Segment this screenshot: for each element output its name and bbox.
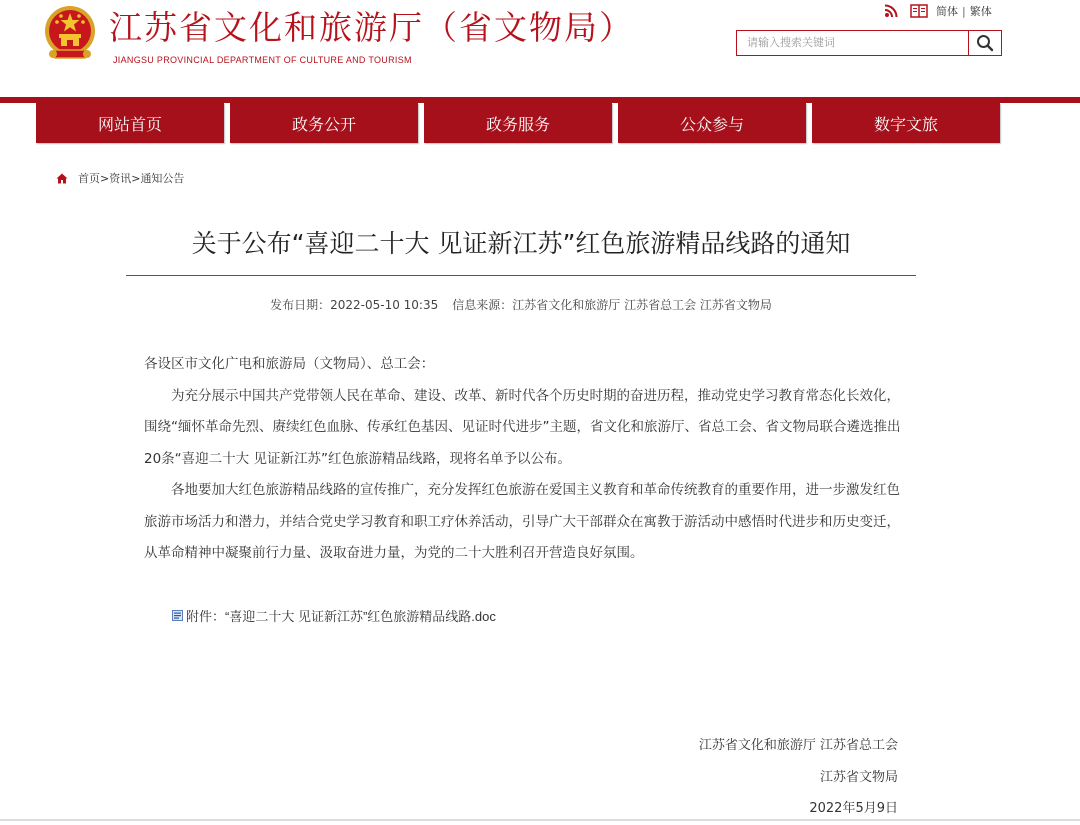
- body-paragraph: 为充分展示中国共产党带领人民在革命、建设、改革、新时代各个历史时期的奋进历程，推动党史学习教育常态化长效化，围绕“缅怀革命先烈、赓续红色血脉、传承红色基因、见证时代进步”主题，省文化和旅游厅、省总工会、省文物局联合遴选推出20条“喜迎二十大 见证新江苏”红色旅游精品线路，现将名单予以公布。: [144, 387, 901, 467]
- attachment-link[interactable]: [172, 606, 496, 625]
- source-value: 江苏省文化和旅游厅 江苏省总工会 江苏省文物局: [512, 298, 772, 312]
- book-icon[interactable]: [910, 4, 928, 18]
- nav-item-home[interactable]: 网站首页: [36, 103, 224, 143]
- national-emblem[interactable]: [41, 4, 99, 64]
- rss-icon[interactable]: [884, 4, 898, 18]
- home-icon: [56, 173, 68, 184]
- breadcrumb-separator: >: [100, 171, 110, 185]
- breadcrumb: [56, 170, 184, 186]
- site-name[interactable]: 江苏省文化和旅游厅（省文物局）: [109, 8, 634, 47]
- breadcrumb-home[interactable]: 首页: [78, 172, 100, 185]
- breadcrumb-current[interactable]: 通知公告: [140, 172, 185, 185]
- article-meta: [126, 296, 916, 313]
- publish-date-label: 发布日期：: [270, 298, 331, 312]
- search-icon: [976, 34, 994, 52]
- nav-item-public-participation[interactable]: 公众参与: [618, 103, 806, 143]
- title-divider: [126, 275, 916, 276]
- search-button[interactable]: [968, 31, 1001, 55]
- signoff-issuer-2: 江苏省文物局: [819, 769, 898, 785]
- nav-item-government-affairs[interactable]: 政务公开: [230, 103, 418, 143]
- signoff: [540, 730, 898, 825]
- site-name-english: JIANGSU PROVINCIAL DEPARTMENT OF CULTURE AND TOURISM: [113, 55, 412, 65]
- body-paragraph: 各地要加大红色旅游精品线路的宣传推广，充分发挥红色旅游在爱国主义教育和革命传统教育的重要作用，进一步激发红色旅游市场活力和潜力，并结合党史学习教育和职工疗休养活动，引导广大干部群众在寓教于游活动中感悟时代进步和历史变迁，从革命精神中凝聚前行力量、汲取奋进力量，为党的二十大胜利召开营造良好氛围。: [144, 482, 900, 561]
- signoff-issuers: 江苏省文化和旅游厅 江苏省总工会: [698, 738, 898, 753]
- main-nav: [36, 103, 1000, 143]
- lang-simplified-link[interactable]: 简体: [936, 5, 958, 18]
- top-tools: [884, 2, 992, 20]
- source-label: 信息来源：: [452, 298, 513, 312]
- salutation: 各设区市文化广电和旅游局（文物局）、总工会：: [144, 356, 435, 372]
- signoff-date: 2022年5月9日: [809, 801, 898, 816]
- site-header: [0, 0, 1080, 96]
- publish-date: 2022-05-10 10:35: [330, 298, 439, 312]
- breadcrumb-section[interactable]: 资讯: [109, 172, 132, 185]
- lang-traditional-link[interactable]: 繁体: [969, 5, 992, 18]
- attachment-label[interactable]: 附件：“喜迎二十大 见证新江苏”红色旅游精品线路.doc: [186, 609, 496, 624]
- lang-separator: |: [962, 4, 966, 18]
- article-title: 关于公布“喜迎二十大 见证新江苏”红色旅游精品线路的通知: [191, 229, 851, 258]
- breadcrumb-separator: >: [131, 171, 141, 185]
- search-input[interactable]: [737, 31, 967, 55]
- nav-item-digital-culture-tourism[interactable]: 数字文旅: [812, 103, 1000, 143]
- article-body: [144, 349, 904, 570]
- doc-file-icon: [172, 610, 183, 621]
- nav-item-government-services[interactable]: 政务服务: [424, 103, 612, 143]
- search-box: [736, 30, 1002, 56]
